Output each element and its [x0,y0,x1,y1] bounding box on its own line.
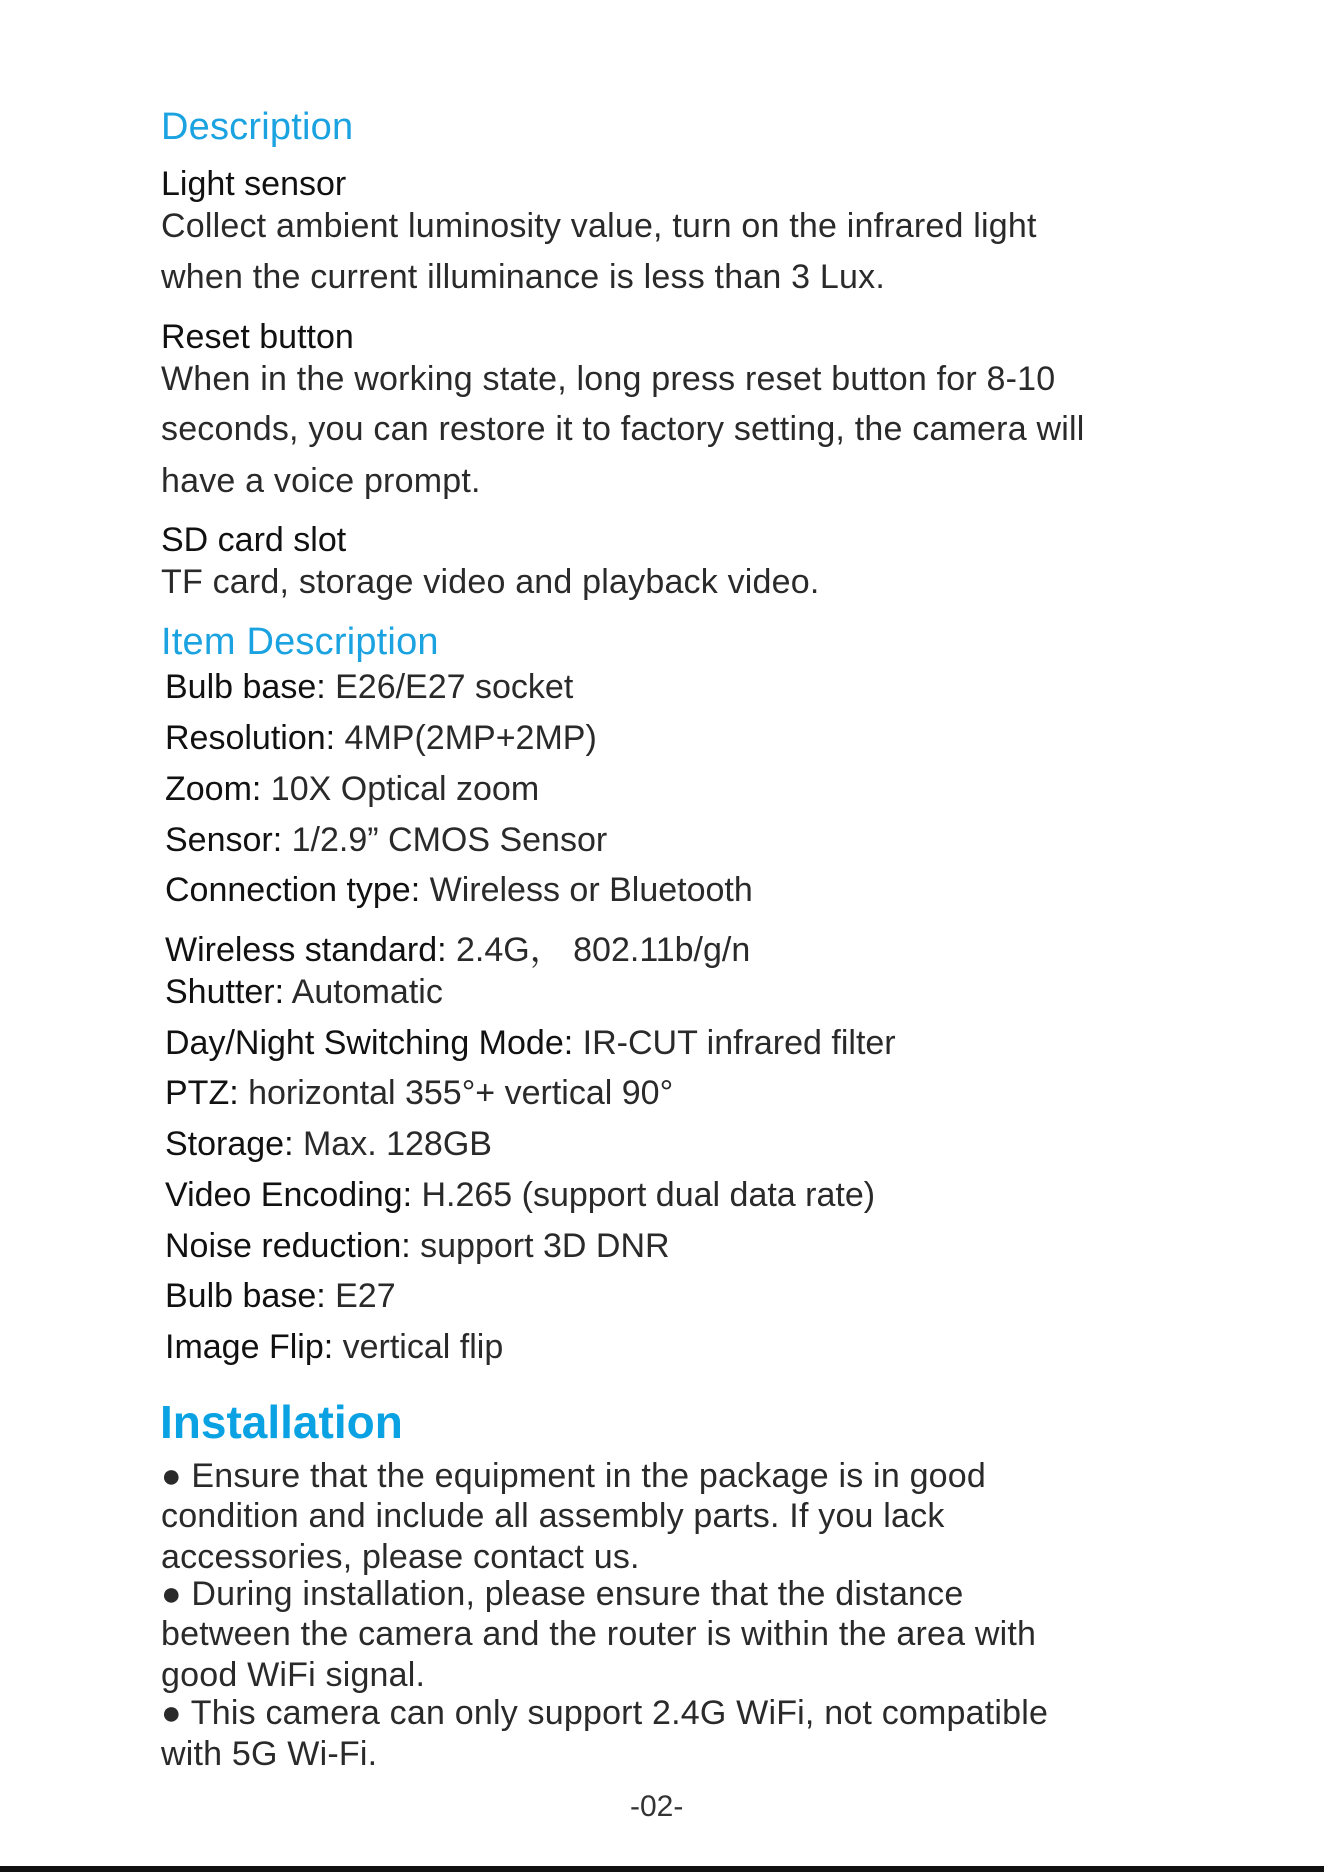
installation-line: good WiFi signal. [161,1656,426,1694]
spec-key: Zoom: [165,770,262,808]
spec-key: Video Encoding: [165,1176,413,1214]
spec-value: 10X Optical zoom [261,770,540,808]
spec-value: 1/2.9” CMOS Sensor [282,821,608,859]
reset-button-text-line-2: seconds, you can restore it to factory setting, the camera will [161,410,1085,448]
spec-row [165,871,753,910]
sd-card-slot-text-line-1: TF card, storage video and playback video. [161,563,820,601]
installation-heading: Installation [160,1396,403,1448]
spec-row [165,821,607,860]
spec-key: PTZ: [165,1074,239,1112]
installation-line: condition and include all assembly parts. If you lack [161,1497,945,1535]
spec-row [165,1277,396,1316]
item-description-heading: Item Description [161,621,439,663]
spec-row [165,1024,896,1063]
spec-row [165,668,573,707]
bottom-border [0,1866,1324,1872]
spec-value: support 3D DNR [410,1227,670,1265]
spec-value: Max. 128GB [293,1125,492,1163]
spec-key: Bulb base: [165,668,326,706]
page-number: -02- [630,1790,684,1823]
spec-key: Wireless standard: [165,931,447,969]
installation-line: with 5G Wi-Fi. [161,1735,378,1773]
spec-value: vertical flip [333,1328,504,1366]
spec-row [165,1125,492,1164]
spec-key: Bulb base: [165,1277,326,1315]
reset-button-text-line-3: have a voice prompt. [161,462,481,500]
spec-key: Day/Night Switching Mode: [165,1024,574,1062]
spec-value: Automatic [284,973,443,1011]
spec-key: Connection type: [165,871,421,909]
spec-row [165,770,539,809]
spec-value: Wireless or Bluetooth [420,871,753,909]
sd-card-slot-title: SD card slot [161,521,347,559]
light-sensor-text-line-1: Collect ambient luminosity value, turn on the infrared light [161,207,1037,245]
spec-row [165,1227,670,1266]
spec-key: Resolution: [165,719,336,757]
spec-value: horizontal 355°+ vertical 90° [238,1074,674,1112]
spec-key: Shutter: [165,973,285,1011]
spec-key: Storage: [165,1125,294,1163]
light-sensor-title: Light sensor [161,165,347,203]
spec-row [165,719,597,758]
spec-key: Noise reduction: [165,1227,411,1265]
spec-row [165,973,443,1012]
spec-value: 4MP(2MP+2MP) [335,719,597,757]
installation-line: ● This camera can only support 2.4G WiFi, not compatible [161,1694,1049,1732]
installation-line: ● Ensure that the equipment in the package is in good [161,1457,987,1495]
installation-line: ● During installation, please ensure that the distance [161,1575,964,1613]
light-sensor-text-line-2: when the current illuminance is less than 3 Lux. [161,258,885,296]
spec-value: E26/E27 socket [325,668,574,706]
spec-value: H.265 (support dual data rate) [412,1176,876,1214]
spec-key: Image Flip: [165,1328,334,1366]
spec-row [165,1074,673,1113]
spec-value: 2.4G， 802.11b/g/n [446,931,751,969]
spec-value: IR-CUT infrared filter [573,1024,896,1062]
installation-line: between the camera and the router is within the area with [161,1615,1037,1653]
installation-line: accessories, please contact us. [161,1538,640,1576]
description-heading: Description [161,106,354,148]
spec-value: E27 [325,1277,396,1315]
reset-button-text-line-1: When in the working state, long press reset button for 8-10 [161,360,1056,398]
spec-row [165,1328,503,1367]
spec-key: Sensor: [165,821,283,859]
spec-row [165,1176,875,1215]
reset-button-title: Reset button [161,318,354,356]
spec-row [165,922,750,971]
